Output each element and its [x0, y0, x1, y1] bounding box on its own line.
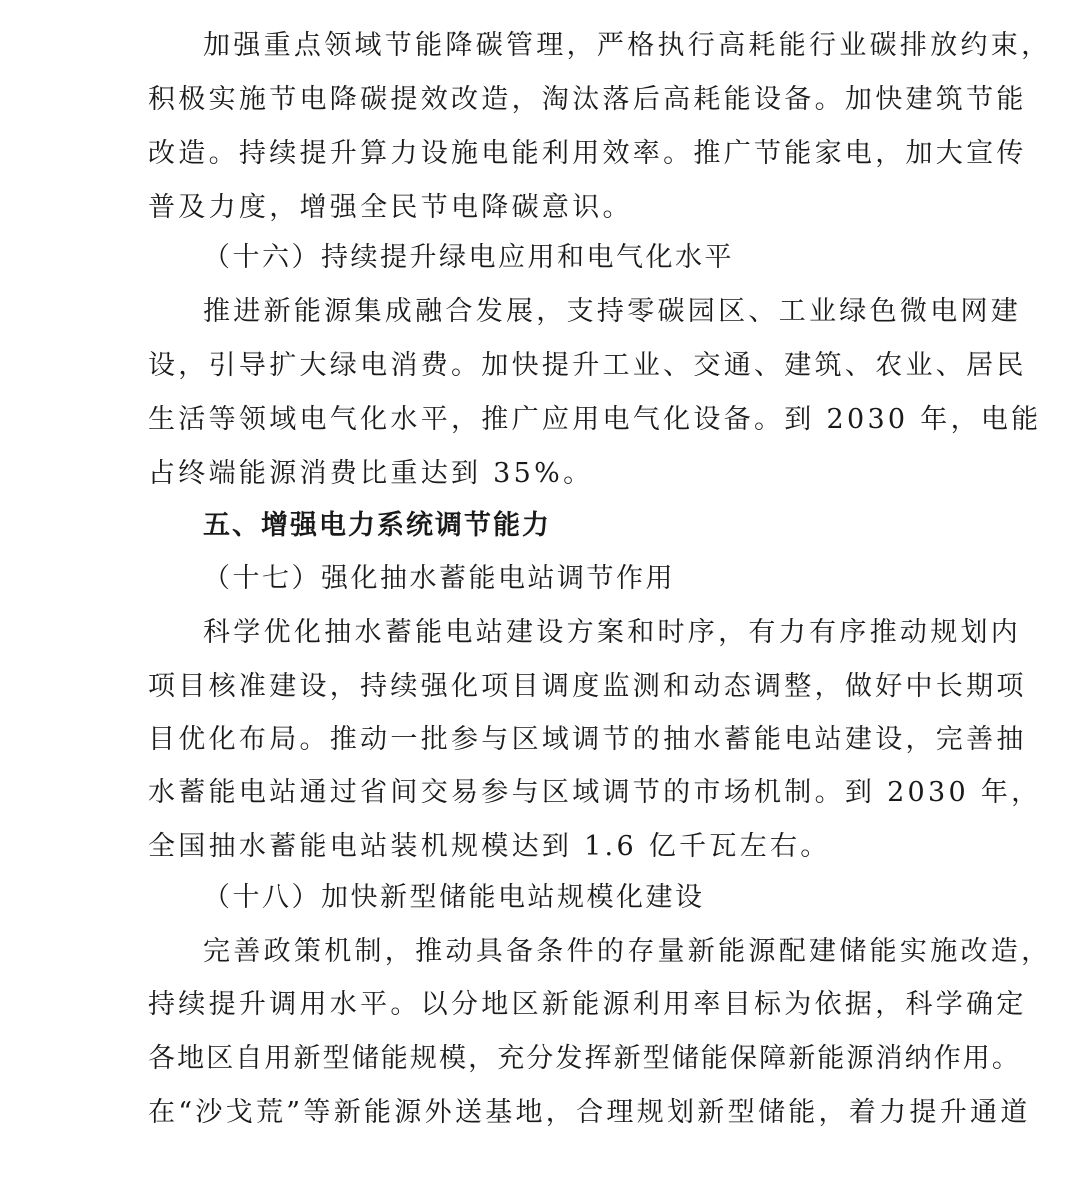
paragraph-line: 设，引导扩大绿电消费。加快提升工业、交通、建筑、农业、居民: [148, 350, 1027, 381]
section-heading: 五、增强电力系统调节能力: [203, 510, 551, 541]
paragraph-line: 各地区自用新型储能规模，充分发挥新型储能保障新能源消纳作用。: [148, 1043, 1021, 1074]
paragraph-line: 水蓄能电站通过省间交易参与区域调节的市场机制。到 2030 年，: [148, 777, 1042, 808]
paragraph-line: 在“沙戈荒”等新能源外送基地，合理规划新型储能，着力提升通道: [148, 1097, 1031, 1128]
paragraph-line: 加强重点领域节能降碳管理，严格执行高耗能行业碳排放约束，: [203, 30, 1052, 61]
subsection-heading: （十六）持续提升绿电应用和电气化水平: [203, 242, 734, 273]
paragraph-line: 积极实施节电降碳提效改造，淘汰落后高耗能设备。加快建筑节能: [148, 84, 1027, 115]
subsection-heading: （十八）加快新型储能电站规模化建设: [203, 882, 705, 913]
paragraph-line: 项目核准建设，持续强化项目调度监测和动态调整，做好中长期项: [148, 671, 1027, 702]
paragraph-line: 持续提升调用水平。以分地区新能源利用率目标为依据，科学确定: [148, 989, 1027, 1020]
paragraph-line: 占终端能源消费比重达到 35%。: [148, 458, 594, 489]
subsection-heading: （十七）强化抽水蓄能电站调节作用: [203, 563, 675, 594]
paragraph-line: 完善政策机制，推动具备条件的存量新能源配建储能实施改造，: [203, 936, 1052, 967]
paragraph-line: 改造。持续提升算力设施电能利用效率。推广节能家电，加大宣传: [148, 138, 1027, 169]
paragraph-line: 目优化布局。推动一批参与区域调节的抽水蓄能电站建设，完善抽: [148, 724, 1027, 755]
paragraph-line: 科学优化抽水蓄能电站建设方案和时序，有力有序推动规划内: [203, 617, 1022, 648]
paragraph-line: 普及力度，增强全民节电降碳意识。: [148, 192, 633, 223]
paragraph-line: 生活等领域电气化水平，推广应用电气化设备。到 2030 年，电能: [148, 404, 1042, 435]
paragraph-line: 全国抽水蓄能电站装机规模达到 1.6 亿千瓦左右。: [148, 831, 831, 862]
paragraph-line: 推进新能源集成融合发展，支持零碳园区、工业绿色微电网建: [203, 296, 1022, 327]
